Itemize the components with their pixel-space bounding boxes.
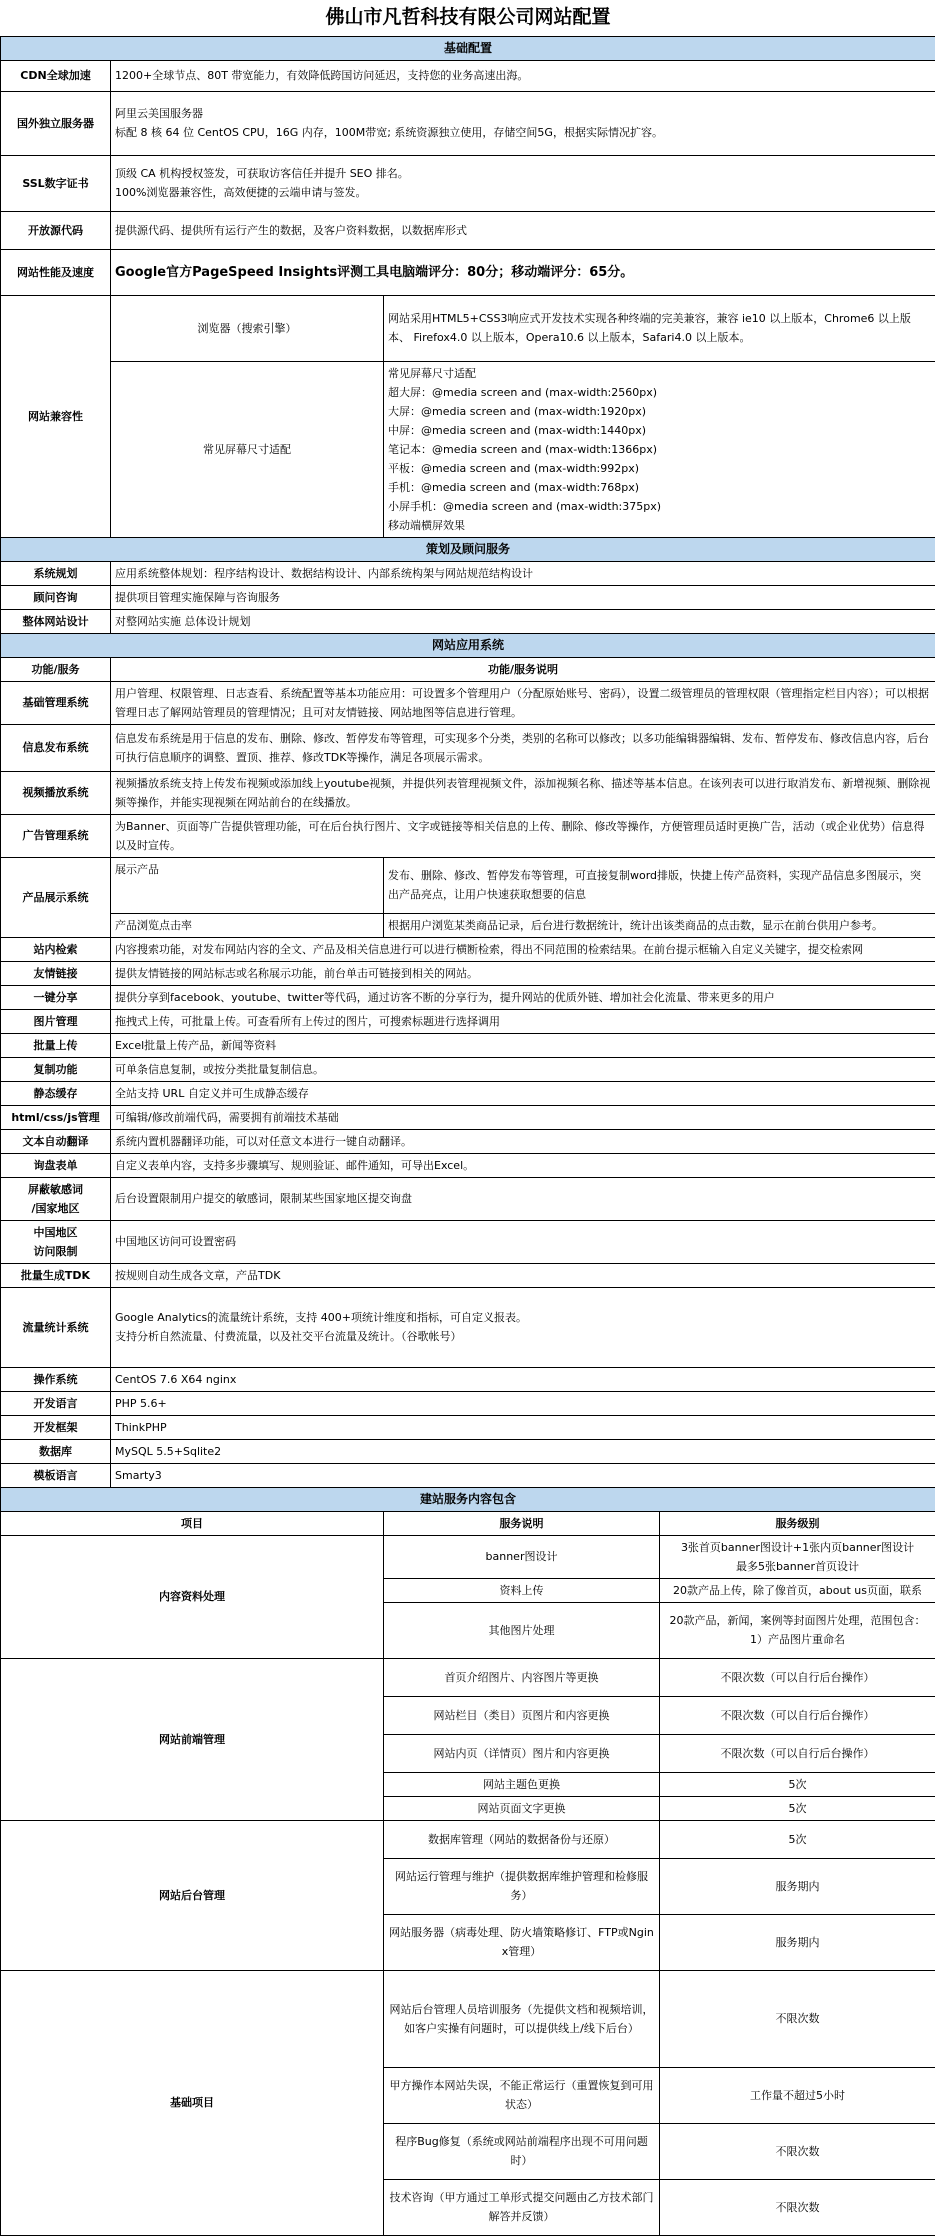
tech-label: 模板语言: [1, 1463, 111, 1487]
content-level: 5次: [660, 1772, 935, 1796]
app-value: 用户管理、权限管理、日志查看、系统配置等基本功能应用：可设置多个管理用户（分配原始账号、密码），设置二级管理员的管理权限（管理指定栏目内容）；可以根据管理日志了解网站管理员的管理情况；且可对友情链接、网站地图等信息进行管理。: [111, 681, 935, 724]
content-col-header: 服务说明: [384, 1511, 660, 1535]
content-col-header: 服务级别: [660, 1511, 935, 1535]
app-value: 可单条信息复制，或按分类批量复制信息。: [111, 1057, 935, 1081]
ssl-value: 顶级 CA 机构授权签发，可获取访客信任并提升 SEO 排名。 100%浏览器兼容性，高效便捷的云端申请与签发。: [111, 155, 935, 211]
content-level: 3张首页banner图设计+1张内页banner图设计 最多5张banner首页设计: [660, 1535, 935, 1578]
compat-label: 网站兼容性: [1, 295, 111, 537]
content-desc: 数据库管理（网站的数据备份与还原）: [384, 1820, 660, 1858]
app-value: 拖拽式上传，可批量上传。可查看所有上传过的图片，可搜索标题进行选择调用: [111, 1009, 935, 1033]
tech-value: ThinkPHP: [111, 1415, 935, 1439]
page-title: 佛山市凡哲科技有限公司网站配置: [1, 0, 935, 36]
product-label: 产品展示系统: [1, 857, 111, 937]
opensource-value: 提供源代码、提供所有运行产生的数据，及客户资料数据，以数据库形式: [111, 211, 935, 249]
tech-value: CentOS 7.6 X64 nginx: [111, 1367, 935, 1391]
content-desc: 程序Bug修复（系统或网站前端程序出现不可用问题时）: [384, 2123, 660, 2179]
content-desc: 资料上传: [384, 1578, 660, 1602]
content-level: 不限次数: [660, 2123, 935, 2179]
content-group-name: 内容资料处理: [1, 1535, 384, 1658]
shield-value: 后台设置限制用户提交的敏感词，限制某些国家地区提交询盘: [111, 1177, 935, 1220]
content-level: 不限次数（可以自行后台操作）: [660, 1734, 935, 1772]
app-label: 复制功能: [1, 1057, 111, 1081]
content-desc: 网站栏目（类目）页图片和内容更换: [384, 1696, 660, 1734]
app-value: Excel批量上传产品，新闻等资料: [111, 1033, 935, 1057]
content-col-header: 项目: [1, 1511, 384, 1535]
app-value: 系统内置机器翻译功能，可以对任意文本进行一键自动翻译。: [111, 1129, 935, 1153]
app-col-header: 功能/服务: [1, 657, 111, 681]
region-label: 中国地区 访问限制: [1, 1220, 111, 1263]
tech-label: 开发语言: [1, 1391, 111, 1415]
app-value: 全站支持 URL 自定义并可生成静态缓存: [111, 1081, 935, 1105]
app-value: 信息发布系统是用于信息的发布、删除、修改、暂停发布等管理，可实现多个分类，类别的名称可以修改；以多功能编辑器编辑、发布、暂停发布、修改信息内容，后台可执行信息顺序的调整、置顶、推荐、修改TDK等操作，满足各项展示需求。: [111, 724, 935, 771]
planning-label: 顾问咨询: [1, 585, 111, 609]
region-value: 中国地区访问可设置密码: [111, 1220, 935, 1263]
tech-label: 开发框架: [1, 1415, 111, 1439]
tdk-label: 批量生成TDK: [1, 1263, 111, 1287]
content-level: 5次: [660, 1820, 935, 1858]
product-a-value: 发布、删除、修改、暂停发布等管理，可直接复制word排版，快捷上传产品资料，实现产品信息多图展示，突出产品亮点，让用户快速获取想要的信息: [384, 857, 935, 913]
app-label: 站内检索: [1, 937, 111, 961]
app-value: 自定义表单内容，支持多步骤填写、规则验证、邮件通知，可导出Excel。: [111, 1153, 935, 1177]
ssl-label: SSL数字证书: [1, 155, 111, 211]
content-level: 20款产品，新闻，案例等封面图片处理，范围包含： 1）产品图片重命名: [660, 1602, 935, 1658]
app-label: 广告管理系统: [1, 814, 111, 857]
stats-value: Google Analytics的流量统计系统，支持 400+项统计维度和指标，可自定义报表。 支持分析自然流量、付费流量，以及社交平台流量及统计。（谷歌帐号）: [111, 1287, 935, 1367]
app-label: 静态缓存: [1, 1081, 111, 1105]
app-label: 批量上传: [1, 1033, 111, 1057]
tech-value: Smarty3: [111, 1463, 935, 1487]
shield-label: 屏蔽敏感词 /国家地区: [1, 1177, 111, 1220]
tdk-value: 按规则自动生成各文章，产品TDK: [111, 1263, 935, 1287]
product-b-value: 根据用户浏览某类商品记录，后台进行数据统计，统计出该类商品的点击数，显示在前台供用户参考。: [384, 913, 935, 937]
content-level: 20款产品上传，除了像首页，about us页面，联系: [660, 1578, 935, 1602]
app-label: 询盘表单: [1, 1153, 111, 1177]
app-label: 视频播放系统: [1, 771, 111, 814]
content-group-name: 网站后台管理: [1, 1820, 384, 1970]
cdn-value: 1200+全球节点、80T 带宽能力，有效降低跨国访问延迟，支持您的业务高速出海。: [111, 60, 935, 91]
product-a-label: 展示产品: [111, 857, 384, 913]
screen-label: 常见屏幕尺寸适配: [111, 361, 384, 537]
section-content: 建站服务内容包含: [1, 1487, 935, 1511]
content-desc: banner图设计: [384, 1535, 660, 1578]
content-desc: 网站后台管理人员培训服务（先提供文档和视频培训，如客户实操有问题时，可以提供线上/线下后台）: [384, 1970, 660, 2067]
server-label: 国外独立服务器: [1, 91, 111, 155]
stats-label: 流量统计系统: [1, 1287, 111, 1367]
product-b-label: 产品浏览点击率: [111, 913, 384, 937]
app-value: 可编辑/修改前端代码，需要拥有前端技术基础: [111, 1105, 935, 1129]
content-desc: 首页介绍图片、内容图片等更换: [384, 1658, 660, 1696]
server-value: 阿里云美国服务器 标配 8 核 64 位 CentOS CPU，16G 内存，100M带宽; 系统资源独立使用，存储空间5G，根据实际情况扩容。: [111, 91, 935, 155]
browser-value: 网站采用HTML5+CSS3响应式开发技术实现各种终端的完美兼容，兼容 ie10 以上版本，Chrome6 以上版本、 Firefox4.0 以上版本，Opera10.6 以上版本，Safari4.0 以上版本。: [384, 295, 935, 361]
screen-value: 常见屏幕尺寸适配 超大屏：@media screen and (max-width:2560px) 大屏：@media screen and (max-width:1920px) 中屏：@media screen and (max-width:1440px) 笔记本：@media screen and (max-width:1366px) 平板：@media screen and (max-width:992px) 手机：@media screen and (max-width:768px) 小屏手机：@media screen and (max-width:375px) 移动端横屏效果: [384, 361, 935, 537]
content-level: 工作量不超过5小时: [660, 2067, 935, 2123]
content-level: 不限次数: [660, 2179, 935, 2235]
app-label: html/css/js管理: [1, 1105, 111, 1129]
content-desc: 甲方操作本网站失误，不能正常运行（重置恢复到可用状态）: [384, 2067, 660, 2123]
browser-label: 浏览器（搜索引擎）: [111, 295, 384, 361]
content-level: 不限次数（可以自行后台操作）: [660, 1696, 935, 1734]
content-level: 服务期内: [660, 1914, 935, 1970]
tech-value: PHP 5.6+: [111, 1391, 935, 1415]
content-level: 5次: [660, 1796, 935, 1820]
content-level: 不限次数: [660, 1970, 935, 2067]
planning-value: 对整网站实施 总体设计规划: [111, 609, 935, 633]
app-label: 信息发布系统: [1, 724, 111, 771]
app-label: 友情链接: [1, 961, 111, 985]
content-level: 不限次数（可以自行后台操作）: [660, 1658, 935, 1696]
app-value: 视频播放系统支持上传发布视频或添加线上youtube视频，并提供列表管理视频文件，添加视频名称、描述等基本信息。在该列表可以进行取消发布、新增视频、删除视频等操作，并能实现视频在网站前台的在线播放。: [111, 771, 935, 814]
planning-value: 应用系统整体规划：程序结构设计、数据结构设计、内部系统构架与网站规范结构设计: [111, 561, 935, 585]
app-label: 基础管理系统: [1, 681, 111, 724]
content-desc: 技术咨询（甲方通过工单形式提交问题由乙方技术部门解答并反馈）: [384, 2179, 660, 2235]
performance-label: 网站性能及速度: [1, 249, 111, 295]
content-group-name: 基础项目: [1, 1970, 384, 2235]
section-basic: 基础配置: [1, 36, 935, 60]
app-label: 一键分享: [1, 985, 111, 1009]
content-desc: 其他图片处理: [384, 1602, 660, 1658]
app-value: 提供分享到facebook、youtube、twitter等代码，通过访客不断的分享行为，提升网站的优质外链、增加社会化流量、带来更多的用户: [111, 985, 935, 1009]
section-planning: 策划及顾问服务: [1, 537, 935, 561]
tech-label: 数据库: [1, 1439, 111, 1463]
app-label: 文本自动翻译: [1, 1129, 111, 1153]
content-group-name: 网站前端管理: [1, 1658, 384, 1820]
opensource-label: 开放源代码: [1, 211, 111, 249]
content-desc: 网站运行管理与维护（提供数据库维护管理和检修服务）: [384, 1858, 660, 1914]
planning-label: 系统规划: [1, 561, 111, 585]
app-col-header: 功能/服务说明: [111, 657, 935, 681]
content-desc: 网站页面文字更换: [384, 1796, 660, 1820]
app-value: 提供友情链接的网站标志或名称展示功能，前台单击可链接到相关的网站。: [111, 961, 935, 985]
content-desc: 网站内页（详情页）图片和内容更换: [384, 1734, 660, 1772]
content-desc: 网站主题色更换: [384, 1772, 660, 1796]
tech-label: 操作系统: [1, 1367, 111, 1391]
performance-value: Google官方PageSpeed Insights评测工具电脑端评分：80分；移动端评分：65分。: [111, 249, 935, 295]
section-app: 网站应用系统: [1, 633, 935, 657]
app-label: 图片管理: [1, 1009, 111, 1033]
content-desc: 网站服务器（病毒处理、防火墙策略修订、FTP或Nginx管理）: [384, 1914, 660, 1970]
planning-label: 整体网站设计: [1, 609, 111, 633]
cdn-label: CDN全球加速: [1, 60, 111, 91]
planning-value: 提供项目管理实施保障与咨询服务: [111, 585, 935, 609]
tech-value: MySQL 5.5+Sqlite2: [111, 1439, 935, 1463]
app-value: 内容搜索功能，对发布网站内容的全文、产品及相关信息进行可以进行横断检索，得出不同范围的检索结果。在前台提示框输入自定义关键字，提交检索网: [111, 937, 935, 961]
content-level: 服务期内: [660, 1858, 935, 1914]
app-value: 为Banner、页面等广告提供管理功能，可在后台执行图片、文字或链接等相关信息的上传、删除、修改等操作，方便管理员适时更换广告，活动（或企业优势）信息得以及时宣传。: [111, 814, 935, 857]
